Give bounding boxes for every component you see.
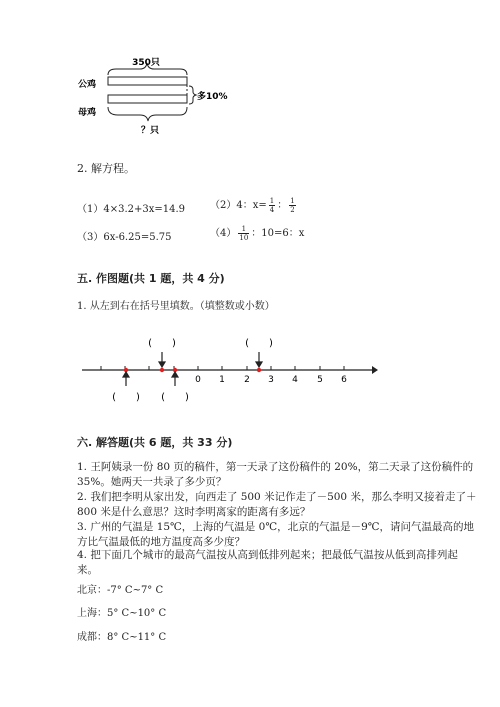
hen-label: 母鸡 (78, 108, 97, 118)
point-b (160, 368, 164, 372)
down-arrow-d (256, 352, 262, 367)
up-arrow-a (123, 372, 129, 386)
tick-label-3: 3 (268, 375, 274, 385)
equation-4-suffix: ：10=6：x (251, 228, 305, 239)
equation-2-prefix: （2）4：x= (210, 200, 267, 211)
section2-heading: 2. 解方程。 (77, 162, 135, 175)
tick-marks (101, 366, 344, 370)
up-arrow-c (172, 372, 178, 386)
tick-label-4: 4 (292, 375, 298, 385)
segment-diagram (70, 55, 240, 140)
equation-4 (210, 224, 304, 242)
city-shanghai: 上海：5° C~10° C (77, 608, 167, 619)
bracket-top-d: ( ) (245, 338, 273, 349)
section6-q2: 2. 我们把李明从家出发，向西走了 500 米记作走了－500 米，那么李明又接着走了＋800 米是什么意思？这时李明离家的距离有多远？ (77, 491, 477, 518)
tick-label-6: 6 (341, 375, 347, 385)
equation-2-sep: ： (277, 200, 288, 211)
tick-label-5: 5 (317, 375, 323, 385)
equation-2 (210, 196, 298, 214)
equation-1: （1）4×3.2+3x=14.9 (77, 204, 186, 215)
fraction-1-2: $\frac{1}{2}$ (290, 197, 295, 214)
section6-q1: 1. 王阿姨录一份 80 页的稿件，第一天录了这份稿件的 20%，第二天录了这份稿件的 35%。她两天一共录了多少页？ (77, 461, 474, 488)
number-line (70, 330, 390, 410)
top-label: 350只 (132, 58, 160, 68)
equation-4-prefix: （4） (210, 228, 237, 239)
rooster-label: 公鸡 (78, 80, 97, 90)
bottom-brace (108, 107, 187, 121)
city-chengdu: 成都：8° C~11° C (77, 632, 167, 643)
extra-label: 多10% (197, 92, 228, 102)
bracket-bottom-a: ( ) (112, 392, 140, 403)
bracket-top-b: ( ) (148, 338, 176, 349)
tick-label-2: 2 (244, 375, 250, 385)
fraction-1-10: $\frac{1}{10}$ (239, 225, 249, 242)
section6-title: 六. 解答题(共 6 题，共 33 分) (77, 436, 233, 449)
section6-q3: 3. 广州的气温是 15℃，上海的气温是 0℃，北京的气温是－9℃，请问气温最高的地方比气温最低的地方温度高多少度？ (77, 521, 474, 548)
down-arrow-b (159, 352, 165, 367)
section5-q1: 1. 从左到右在括号里填数。（填整数或小数） (77, 301, 275, 312)
tick-label-0: 0 (195, 375, 201, 385)
bottom-label: ？只 (140, 126, 160, 136)
section6-q4: 4. 把下面几个城市的最高气温按从高到低排列起来；把最低气温按从低到高排列起来。 (77, 549, 458, 576)
tick-label-1: 1 (219, 375, 225, 385)
fraction-1-4: $\frac{1}{4}$ (269, 197, 275, 214)
section5-title: 五. 作图题(共 1 题，共 4 分) (77, 272, 225, 285)
point-d (257, 368, 261, 372)
rooster-bar (108, 77, 187, 85)
bracket-bottom-c: ( ) (161, 392, 189, 403)
city-beijing: 北京：-7° C~7° C (77, 585, 164, 596)
hen-bar (108, 95, 187, 103)
extra-brace (189, 86, 196, 104)
equation-3: （3）6x-6.25=5.75 (77, 232, 172, 243)
number-line-arrow (372, 366, 378, 374)
